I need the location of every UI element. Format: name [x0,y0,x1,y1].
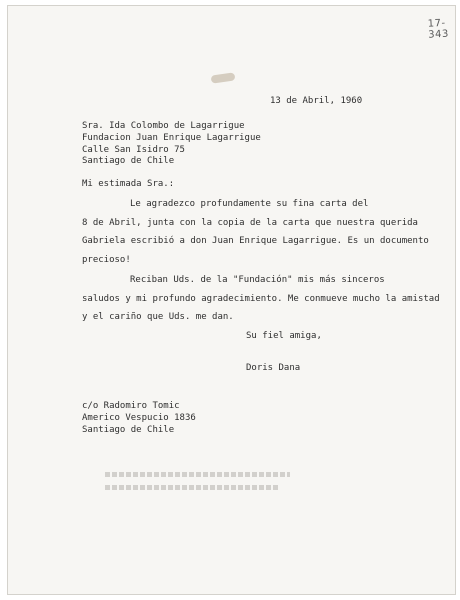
recipient-street: Calle San Isidro 75 [82,145,185,155]
letter-date: 13 de Abril, 1960 [270,96,363,106]
faded-illegible-text [105,472,290,498]
body-line: Le agradezco profundamente su fina carta del [130,199,369,209]
return-address-line: Americo Vespucio 1836 [82,413,196,423]
body-line: y el cariño que Uds. me dan. [82,312,234,322]
recipient-city: Santiago de Chile [82,156,175,166]
recipient-organization: Fundacion Juan Enrique Lagarrigue [82,133,261,143]
signature: Doris Dana [246,363,301,373]
return-address-line: Santiago de Chile [82,425,175,435]
body-line: Gabriela escribió a don Juan Enrique Lagarrigue. Es un documento [82,236,429,246]
body-line: saludos y mi profundo agradecimiento. Me conmueve mucho la amistad [82,294,440,304]
body-line: precioso! [82,255,131,265]
paper-smudge [211,72,236,83]
letter-page [7,5,456,595]
body-line: Reciban Uds. de la "Fundación" mis más sinceros [130,275,385,285]
return-address-line: c/o Radomiro Tomic [82,401,180,411]
closing: Su fiel amiga, [246,331,322,341]
recipient-name: Sra. Ida Colombo de Lagarrigue [82,121,245,131]
body-line: 8 de Abril, junta con la copia de la carta que nuestra querida [82,218,418,228]
archive-number: 17-343 [427,17,450,41]
salutation: Mi estimada Sra.: [82,179,175,189]
